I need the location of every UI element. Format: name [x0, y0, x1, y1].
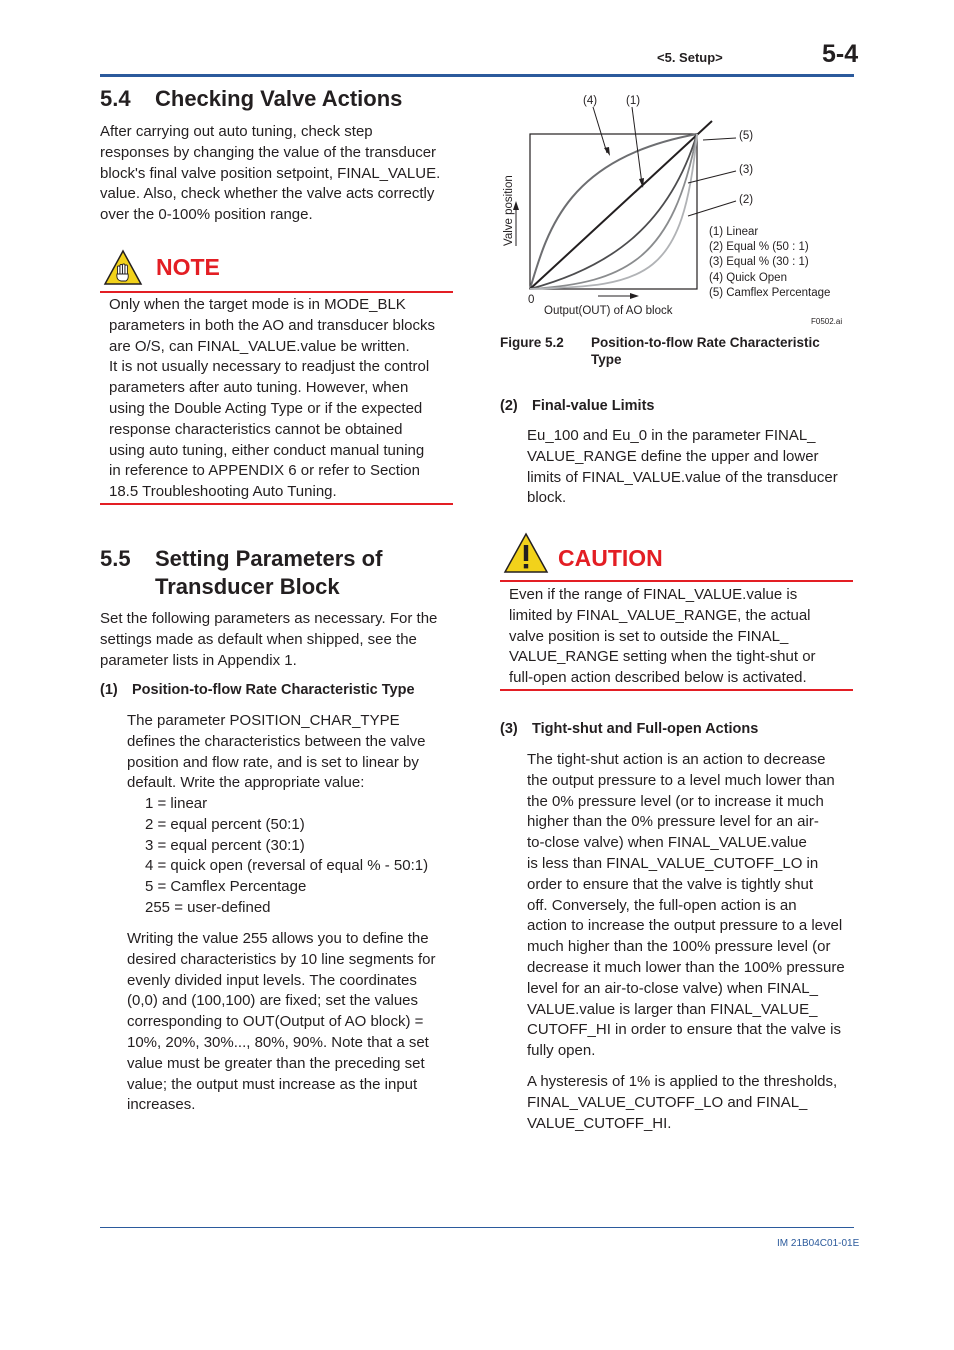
text-line: value. Also, check whether the valve acts correctly [100, 185, 435, 203]
text-line: level for an air-to-close valve) when FINAL_ [527, 979, 818, 997]
text-line: increases. [127, 1096, 196, 1114]
legend-item: (1) Linear [709, 226, 759, 238]
subheading-title: Final-value Limits [532, 398, 655, 414]
section-title-line2: Transducer Block [155, 574, 340, 599]
text-line: 18.5 Troubleshooting Auto Tuning. [109, 483, 337, 501]
subheading-title: Position-to-flow Rate Characteristic Type [132, 682, 415, 698]
footer-rule [100, 1227, 854, 1228]
note-top-rule [100, 291, 453, 293]
section-title: Checking Valve Actions [155, 86, 403, 111]
section-5-5-body [100, 609, 460, 671]
text-line: The parameter POSITION_CHAR_TYPE [127, 712, 400, 729]
section-heading-5-4 [100, 85, 460, 113]
caution-title: CAUTION [558, 545, 663, 571]
text-line: order to ensure that the valve is tightly shut [527, 875, 813, 893]
callout-4: (4) [583, 95, 598, 107]
text-line: parameters in both the AO and transducer blocks [109, 316, 436, 334]
list-item: 5 = Camflex Percentage [145, 878, 307, 896]
page-number: 5-4 [822, 40, 859, 68]
text-line: 10%, 20%, 30%..., 80%, 90%. Note that a set [127, 1033, 429, 1051]
text-line: CUTOFF_HI in order to ensure that the valve is [527, 1021, 842, 1039]
subheading-title: Tight-shut and Full-open Actions [532, 721, 759, 737]
text-line: action to increase the output pressure to a level [527, 917, 843, 935]
legend-item: (5) Camflex Percentage [709, 287, 831, 299]
text-line: desired characteristics by 10 line segments for [127, 950, 436, 968]
caption-line: Type [591, 352, 622, 367]
legend-item: (3) Equal % (30 : 1) [709, 256, 809, 268]
text-line: block's final valve position setpoint, FINAL_VALUE. [100, 164, 441, 182]
callout-5: (5) [739, 130, 754, 142]
text-line: is less than FINAL_VALUE_CUTOFF_LO in [527, 854, 819, 872]
text-line: corresponding to OUT(Output of AO block) = [127, 1013, 424, 1031]
text-line: After carrying out auto tuning, check step [100, 123, 373, 140]
text-line: are O/S, can FINAL_VALUE.value be written. [109, 337, 410, 355]
section-5-4-body [100, 122, 460, 226]
list-item: 2 = equal percent (50:1) [145, 815, 305, 833]
caution-top-rule [500, 580, 853, 582]
text-line: The tight-shut action is an action to decrease [527, 751, 826, 768]
text-line: VALUE_CUTOFF_HI. [527, 1114, 672, 1132]
text-line: Only when the target mode is in MODE_BLK [109, 296, 406, 313]
text-line: responses by changing the value of the transducer [100, 143, 437, 161]
text-line: Even if the range of FINAL_VALUE.value is [509, 586, 798, 603]
text-line: position and flow rate, and is set to linear by [127, 753, 419, 771]
figure-caption [591, 334, 853, 368]
callout-2: (2) [739, 194, 754, 206]
text-line: parameters after auto tuning. However, when [109, 379, 409, 397]
figure-5-2 [498, 88, 854, 328]
legend-item: (4) Quick Open [709, 272, 787, 284]
section-title-line1: Setting Parameters of [155, 546, 383, 571]
text-line: using the Double Acting Type or if the expected [109, 399, 423, 417]
note-title: NOTE [156, 254, 220, 280]
list-item: 1 = linear [145, 795, 208, 812]
text-line: block. [527, 489, 567, 507]
text-line: fully open. [527, 1042, 596, 1060]
hand-note-icon [103, 249, 143, 287]
text-line: value; the output must increase as the input [127, 1075, 418, 1093]
list-item: 4 = quick open (reversal of equal % - 50:1) [145, 857, 429, 875]
text-line: value must be greater than the preceding set [127, 1054, 425, 1072]
text-line: VALUE_RANGE setting when the tight-shut or [509, 648, 816, 666]
text-line: Writing the value 255 allows you to define the [127, 930, 429, 947]
text-line: evenly divided input levels. The coordinates [127, 971, 417, 989]
text-line: in reference to APPENDIX 6 or refer to Section [109, 462, 420, 480]
text-line: limits of FINAL_VALUE.value of the transducer [527, 468, 838, 486]
origin-label: 0 [528, 294, 535, 306]
text-line: valve position is set to outside the FINAL_ [509, 627, 789, 645]
subheading-number: (2) [500, 398, 518, 414]
text-line: Eu_100 and Eu_0 in the parameter FINAL_ [527, 427, 816, 444]
callout-3: (3) [739, 164, 754, 176]
section-number: 5.4 [100, 86, 131, 111]
section-number: 5.5 [100, 546, 131, 571]
text-line: limited by FINAL_VALUE_RANGE, the actual [509, 606, 811, 624]
text-line: response characteristics cannot be obtained [109, 420, 403, 438]
callout-1: (1) [626, 95, 641, 107]
subheading-1 [100, 682, 460, 700]
text-line: the output pressure to a level much lower than [527, 771, 835, 789]
item3-para1 [527, 750, 854, 1062]
text-line: using auto tuning, either conduct manual tuning [109, 441, 425, 459]
text-line: It is not usually necessary to readjust the control [109, 358, 430, 376]
text-line: parameter lists in Appendix 1. [100, 651, 297, 669]
caution-bottom-rule [500, 689, 853, 691]
text-line: decrease it much lower than the 100% pressure [527, 958, 845, 976]
text-line: much higher than the 100% pressure level (or [527, 938, 831, 956]
y-axis-label: Valve position [503, 175, 515, 246]
text-line: FINAL_VALUE_CUTOFF_LO and FINAL_ [527, 1093, 808, 1111]
subheading-number: (1) [100, 682, 118, 698]
text-line: VALUE.value is larger than FINAL_VALUE_ [527, 1000, 818, 1018]
header-rule [100, 74, 854, 77]
text-line: default. Write the appropriate value: [127, 774, 365, 792]
subheading-3 [500, 721, 854, 739]
section-heading-5-5 [100, 545, 460, 601]
legend-item: (2) Equal % (50 : 1) [709, 241, 809, 253]
list-item: 255 = user-defined [145, 898, 271, 916]
text-line: VALUE_RANGE define the upper and lower [527, 447, 819, 465]
list-item: 3 = equal percent (30:1) [145, 836, 305, 854]
text-line: (0,0) and (100,100) are fixed; set the values [127, 992, 419, 1010]
figure-label: Figure 5.2 [500, 335, 564, 350]
text-line: full-open action described below is activated. [509, 669, 807, 687]
subheading-number: (3) [500, 721, 518, 737]
item3-para2 [527, 1072, 854, 1134]
note-body [109, 295, 453, 503]
item1-intro [127, 711, 457, 794]
x-axis-label: Output(OUT) of AO block [544, 305, 673, 317]
text-line: defines the characteristics between the valve [127, 732, 426, 750]
text-line: over the 0-100% position range. [100, 206, 313, 224]
text-line: A hysteresis of 1% is applied to the thresholds, [527, 1073, 838, 1090]
document-id: IM 21B04C01-01E [777, 1238, 860, 1249]
text-line: to-close valve) when FINAL_VALUE.value [527, 834, 807, 852]
caution-body [509, 585, 853, 689]
item2-body [527, 426, 854, 509]
header-section-label: <5. Setup> [657, 50, 723, 65]
text-line: settings made as default when shipped, see the [100, 630, 417, 648]
text-line: off. Conversely, the full-open action is an [527, 896, 797, 914]
caption-line: Position-to-flow Rate Characteristic [591, 335, 820, 350]
subheading-2 [500, 398, 854, 416]
item1-para2 [127, 929, 457, 1116]
text-line: the 0% pressure level (or to increase it much [527, 792, 824, 810]
warning-triangle-icon [502, 531, 550, 575]
note-bottom-rule [100, 503, 453, 505]
text-line: Set the following parameters as necessary. For the [100, 610, 438, 627]
figure-file-id: F0502.ai [811, 317, 843, 326]
text-line: higher than the 0% pressure level for an air- [527, 813, 819, 831]
value-list [145, 794, 460, 919]
